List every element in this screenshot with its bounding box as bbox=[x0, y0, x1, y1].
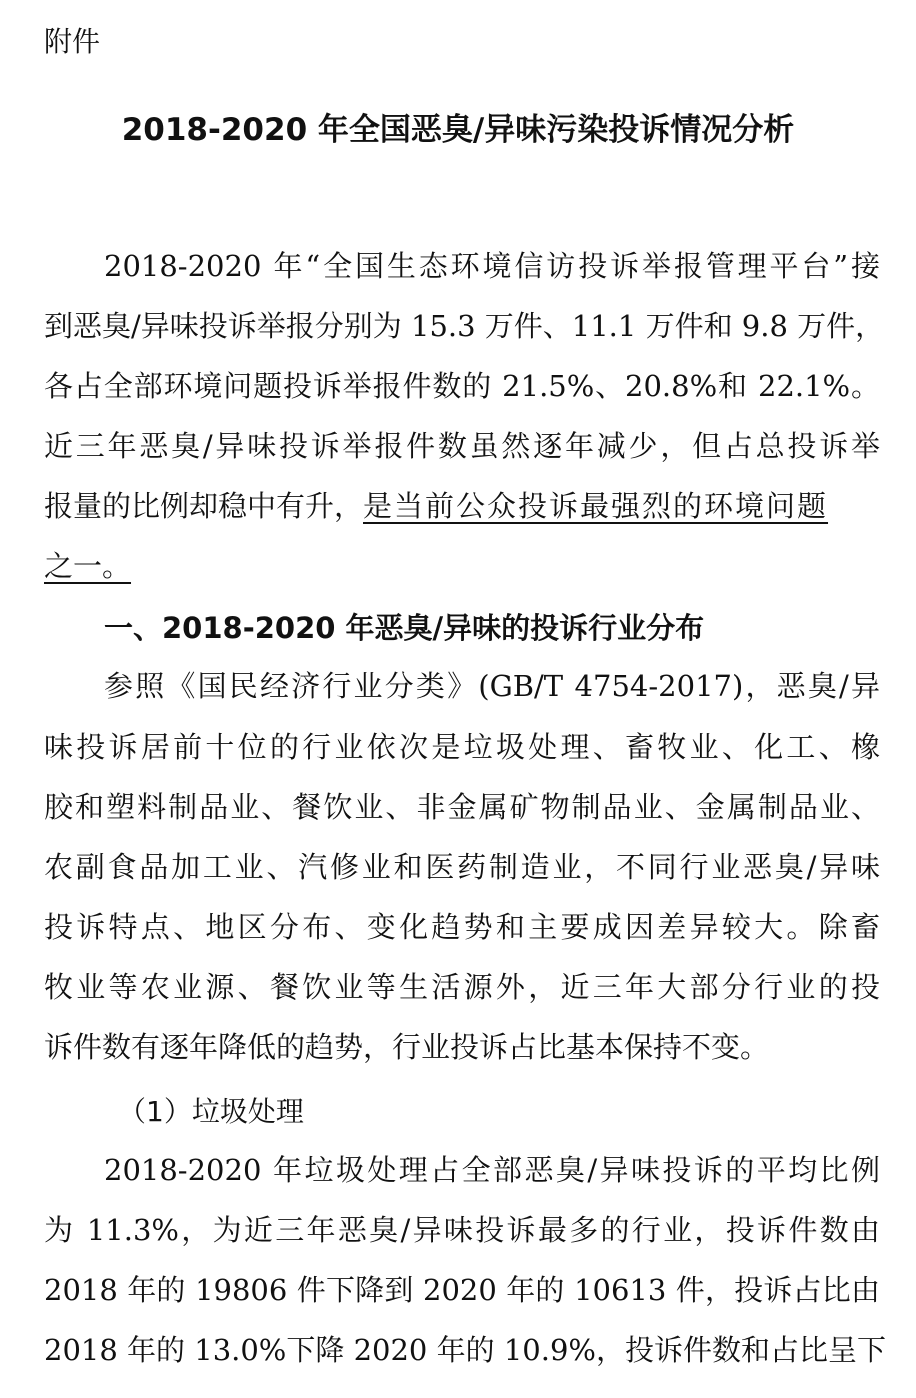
paragraph-line: 到恶臭/异味投诉举报分别为 15.3 万件、11.1 万件和 9.8 万件， bbox=[44, 309, 885, 343]
paragraph-line bbox=[44, 548, 880, 584]
plain-text: 报量的比例却稳中有升， bbox=[44, 489, 364, 523]
attachment-label: 附件 bbox=[44, 25, 101, 58]
paragraph-line: 参照《国民经济行业分类》(GB/T 4754-2017)，恶臭/异 bbox=[104, 669, 880, 703]
paragraph-line: 牧业等农业源、餐饮业等生活源外，近三年大部分行业的投 bbox=[44, 970, 880, 1004]
underlined-emphasis: 是当前公众投诉最强烈的环境问题 bbox=[363, 489, 829, 523]
paragraph-line: 农副食品加工业、汽修业和医药制造业，不同行业恶臭/异味 bbox=[44, 850, 880, 884]
paragraph-line: 投诉特点、地区分布、变化趋势和主要成因差异较大。除畜 bbox=[44, 910, 880, 944]
paragraph-line: 诉件数有逐年降低的趋势，行业投诉占比基本保持不变。 bbox=[44, 1030, 770, 1064]
paragraph-line: 近三年恶臭/异味投诉举报件数虽然逐年减少，但占总投诉举 bbox=[44, 429, 880, 463]
subsection-heading: （1）垃圾处理 bbox=[118, 1095, 304, 1128]
paragraph-line: 胶和塑料制品业、餐饮业、非金属矿物制品业、金属制品业、 bbox=[44, 790, 880, 824]
section-heading: 一、2018-2020 年恶臭/异味的投诉行业分布 bbox=[104, 611, 705, 645]
document-title: 2018-2020 年全国恶臭/异味污染投诉情况分析 bbox=[121, 112, 795, 148]
paragraph-line: 2018 年的 13.0%下降 2020 年的 10.9%，投诉件数和占比呈下 bbox=[44, 1333, 886, 1367]
paragraph-line: 2018-2020 年“全国生态环境信访投诉举报管理平台”接 bbox=[104, 249, 880, 283]
paragraph-line: 2018-2020 年垃圾处理占全部恶臭/异味投诉的平均比例 bbox=[104, 1153, 880, 1187]
paragraph-line bbox=[44, 488, 880, 524]
paragraph-line: 为 11.3%，为近三年恶臭/异味投诉最多的行业，投诉件数由 bbox=[44, 1213, 880, 1247]
paragraph-line: 各占全部环境问题投诉举报件数的 21.5%、20.8%和 22.1%。 bbox=[44, 369, 880, 403]
paragraph-line: 味投诉居前十位的行业依次是垃圾处理、畜牧业、化工、橡 bbox=[44, 730, 880, 764]
paragraph-line: 2018 年的 19806 件下降到 2020 年的 10613 件，投诉占比由 bbox=[44, 1273, 880, 1307]
underlined-emphasis: 之一。 bbox=[44, 549, 132, 583]
